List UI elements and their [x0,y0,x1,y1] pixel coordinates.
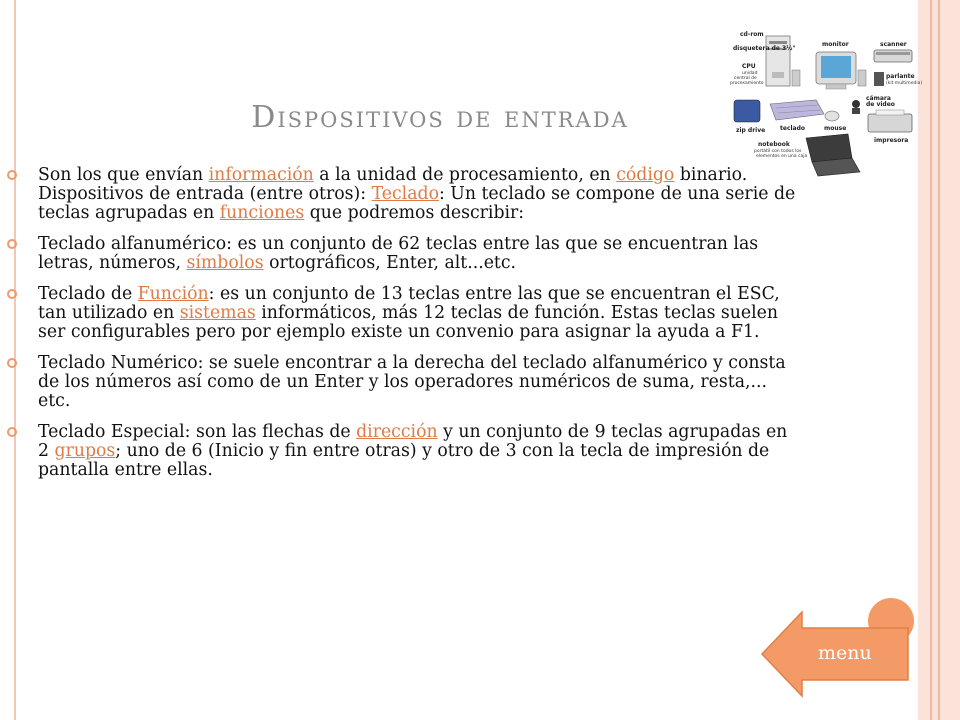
svg-text:elementos en una caja: elementos en una caja [756,154,808,159]
computer-hardware-figure [728,26,922,184]
link-grupos[interactable]: grupos [54,441,116,461]
svg-text:procesamiento: procesamiento [730,81,764,86]
svg-text:unidad: unidad [742,71,758,76]
bullet-icon [7,289,17,299]
slide-title: Dispositivos de entrada [251,100,629,135]
svg-text:portátil con todos los: portátil con todos los [754,149,802,154]
link-direccion[interactable]: dirección [356,422,438,442]
notebook-icon [806,134,852,162]
label-keyboard: teclado [780,125,806,132]
svg-text:de video: de video [866,101,895,108]
link-informacion[interactable]: información [208,165,314,185]
label-notebook: notebook [758,141,790,148]
bullet-item: Teclado de Función: es un conjunto de 13 teclas entre las que se encuentran el ESC, tan utilizado en sistemas informáticos, más 12 teclas de función. Estas teclas suelen ser configurables pero por ejemplo existe un convenio para asignar la ayuda a F1. [36,285,796,342]
link-sistemas[interactable]: sistemas [179,303,256,323]
bullet-icon [7,170,17,180]
scanner-icon [874,50,912,62]
bullet-list [36,166,796,492]
right-decorative-line [930,0,932,720]
label-zip: zip drive [736,127,766,134]
bullet-item: Teclado Numérico: se suele encontrar a la derecha del teclado alfanumérico y consta de los números así como de un Enter y los operadores numéricos de suma, resta,... etc. [36,354,796,411]
bullet-icon [7,239,17,249]
bullet-item: Teclado Especial: son las flechas de dirección y un conjunto de 9 teclas agrupadas en 2 grupos; uno de 6 (Inicio y fin entre otras) y otro de 3 con la tecla de impresión de pantalla entre ellas. [36,423,796,480]
link-simbolos[interactable]: símbolos [186,253,264,273]
svg-text:central de: central de [734,76,757,81]
link-teclado[interactable]: Teclado [371,184,439,204]
label-camera: cámara [866,95,891,102]
mouse-icon [825,111,839,121]
label-printer: impresora [874,137,909,144]
label-cpu: CPU [742,63,756,70]
bullet-item: Son los que envían información a la unidad de procesamiento, en código binario. Dispositivos de entrada (entre otros): Teclado: Un teclado se compone de una serie de teclas agrupadas en funciones que podremos describir: [36,166,796,223]
link-funcion[interactable]: Función [137,284,209,304]
menu-button-label: menu [818,642,872,664]
keyboard-icon [770,100,824,120]
speaker-icon [858,70,866,86]
menu-nav [760,598,920,708]
label-mouse: mouse [824,125,847,132]
label-cdrom: cd-rom [740,31,764,38]
zip-drive-icon [734,100,760,122]
label-scanner: scanner [880,41,907,48]
svg-text:(kit multimedia): (kit multimedia) [886,81,922,86]
printer-icon [868,114,912,132]
label-floppy: disquetera de 3½" [733,45,796,52]
speaker-icon [792,70,800,86]
right-decorative-line [938,0,940,720]
link-codigo[interactable]: código [616,165,675,185]
menu-arrow-button[interactable] [760,606,910,702]
bullet-icon [7,358,17,368]
label-monitor: monitor [822,41,849,48]
bullet-icon [7,427,17,437]
bullet-item: Teclado alfanumérico: es un conjunto de 62 teclas entre las que se encuentran las letras, números, símbolos ortográficos, Enter, alt...etc. [36,235,796,273]
label-speaker: parlante [886,73,915,80]
camera-icon [852,100,860,108]
link-funciones[interactable]: funciones [219,203,305,223]
left-arrow-icon [762,612,908,696]
